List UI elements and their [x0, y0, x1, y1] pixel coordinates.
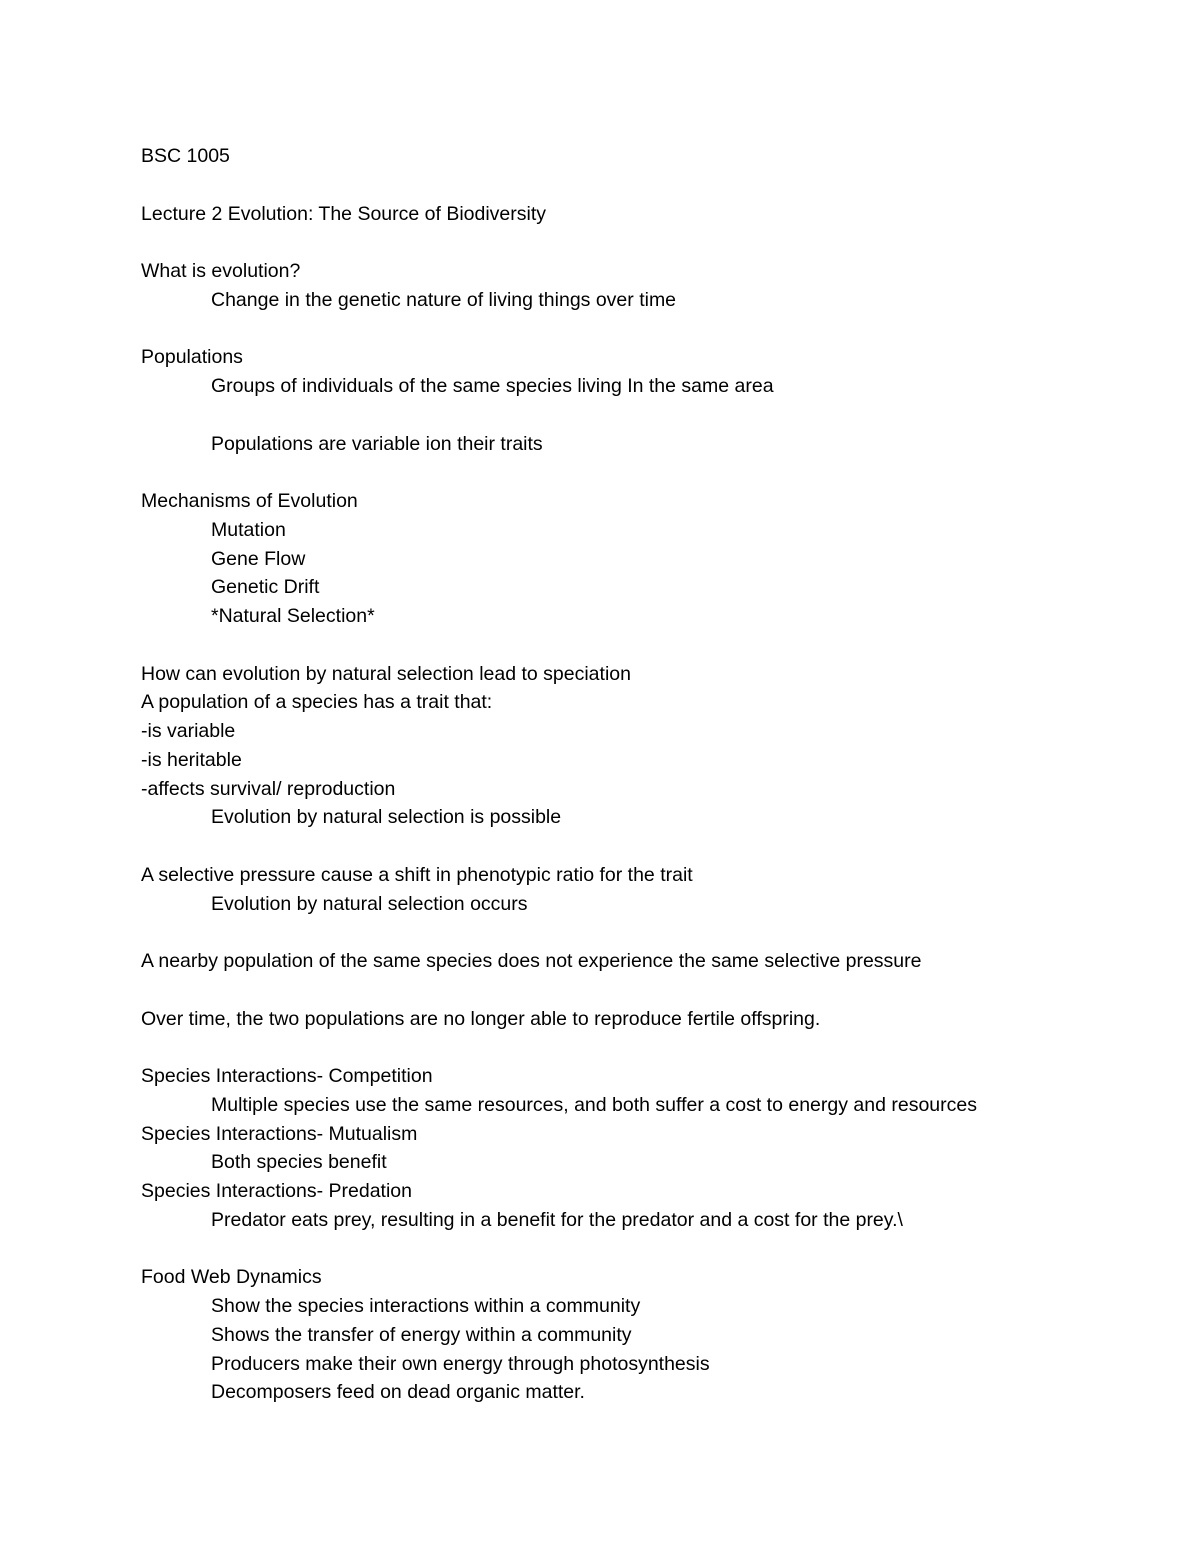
section-heading-evolution: What is evolution?: [141, 260, 301, 282]
section-heading-food-web: Food Web Dynamics: [141, 1266, 322, 1289]
section-heading-mutualism: Species Interactions- Mutualism: [141, 1122, 418, 1145]
spacer: [141, 228, 1141, 257]
section-heading-speciation: How can evolution by natural selection lead to speciation: [141, 662, 631, 685]
spacer: [141, 315, 1141, 344]
speciation-result-possible: Evolution by natural selection is possible: [211, 806, 562, 829]
spacer: [141, 401, 1141, 430]
section-heading-predation: Species Interactions- Predation: [141, 1180, 412, 1202]
speciation-result-occurs: Evolution by natural selection occurs: [211, 892, 528, 915]
competition-text: Multiple species use the same resources, and both suffer a cost to energy and resources: [211, 1093, 977, 1116]
mechanism-item: Mutation: [211, 518, 286, 541]
spacer: [141, 171, 1141, 200]
lecture-title: Lecture 2 Evolution: The Source of Biodiversity: [141, 202, 547, 225]
spacer: [141, 918, 1141, 947]
mechanism-item: Genetic Drift: [211, 576, 320, 599]
food-web-item: Decomposers feed on dead organic matter.: [211, 1381, 585, 1404]
spacer: [141, 976, 1141, 1005]
populations-definition: Groups of individuals of the same species living In the same area: [211, 375, 774, 397]
spacer: [141, 1033, 1141, 1062]
section-heading-competition: Species Interactions- Competition: [141, 1065, 433, 1087]
spacer: [141, 631, 1141, 660]
section-heading-mechanisms: Mechanisms of Evolution: [141, 490, 358, 512]
evolution-definition: Change in the genetic nature of living things over time: [211, 288, 677, 311]
speciation-nearby: A nearby population of the same species does not experience the same selective pressure: [141, 950, 922, 972]
speciation-over-time: Over time, the two populations are no longer able to reproduce fertile offspring.: [141, 1007, 821, 1030]
spacer: [141, 832, 1141, 861]
food-web-item: Show the species interactions within a community: [211, 1295, 641, 1317]
speciation-intro: A population of a species has a trait that:: [141, 691, 493, 714]
document-body: [141, 142, 1141, 1407]
course-code: BSC 1005: [141, 145, 230, 167]
mechanism-item: Gene Flow: [211, 547, 306, 570]
food-web-item: Producers make their own energy through photosynthesis: [211, 1352, 710, 1375]
predation-text: Predator eats prey, resulting in a benefit for the predator and a cost for the prey.\: [211, 1208, 903, 1231]
speciation-criterion: -is variable: [141, 720, 236, 742]
populations-note: Populations are variable ion their traits: [211, 432, 543, 455]
mechanism-item: *Natural Selection*: [211, 605, 375, 627]
spacer: [141, 1235, 1141, 1264]
mutualism-text: Both species benefit: [211, 1151, 387, 1174]
speciation-criterion: -is heritable: [141, 748, 242, 771]
spacer: [141, 458, 1141, 487]
food-web-item: Shows the transfer of energy within a community: [211, 1323, 632, 1346]
speciation-criterion: -affects survival/ reproduction: [141, 777, 396, 800]
section-heading-populations: Populations: [141, 346, 243, 369]
speciation-pressure: A selective pressure cause a shift in phenotypic ratio for the trait: [141, 863, 693, 886]
